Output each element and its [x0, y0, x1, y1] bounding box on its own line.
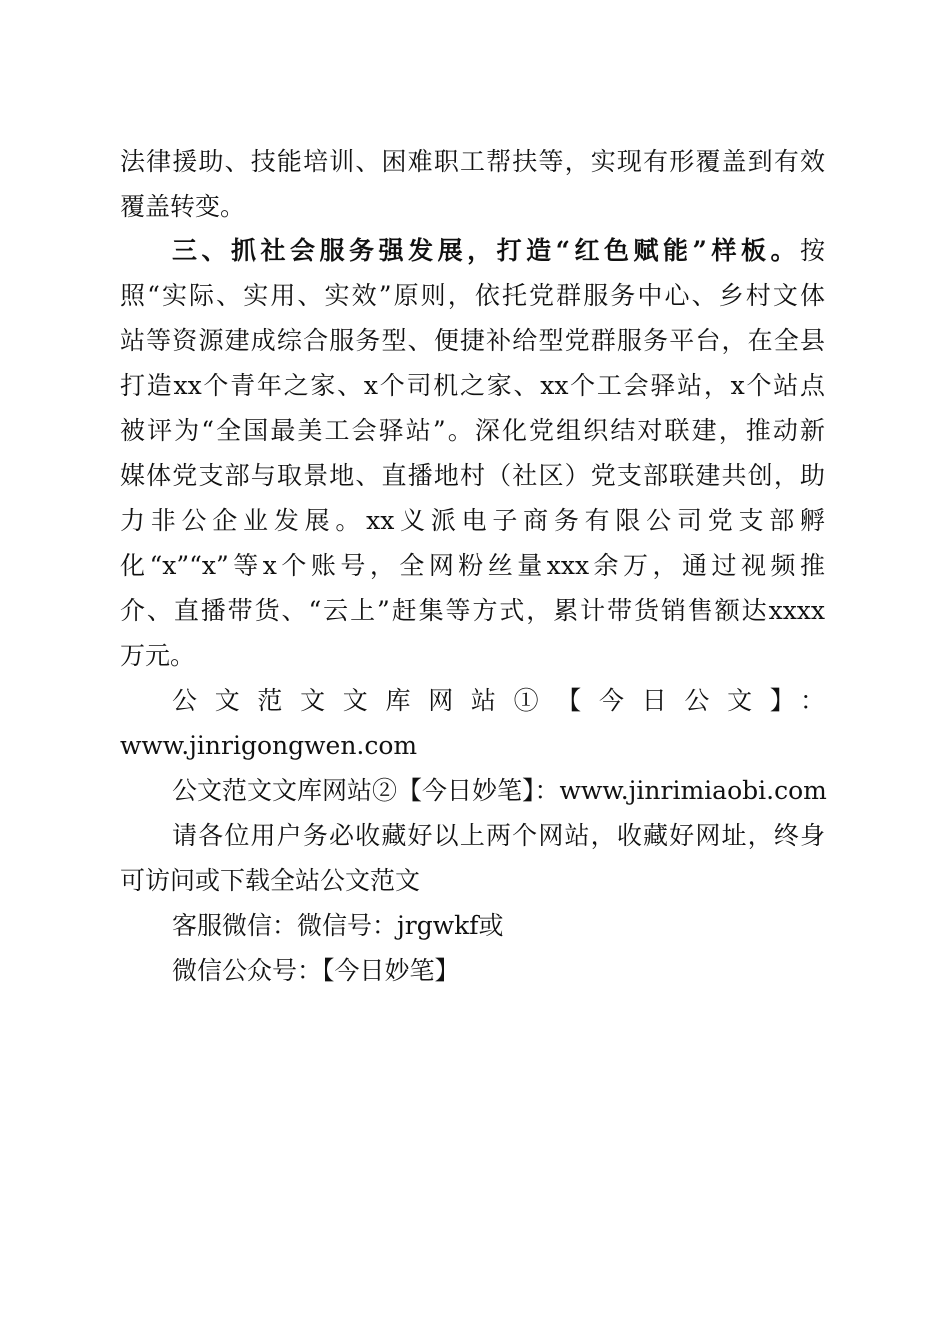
notice-line-1: 请各位用户务必收藏好以上两个网站，收藏好网址，终身 [172, 821, 825, 850]
paragraph-2-line-3: 站等资源建成综合服务型、便捷补给型党群服务平台，在全县 [120, 326, 825, 355]
paragraph-2-line-6: 媒体党支部与取景地、直播地村（社区）党支部联建共创，助 [120, 461, 825, 490]
service-wechat-line: 客服微信：微信号：jrgwkf或 [172, 911, 504, 940]
notice-line-2: 可访问或下载全站公文范文 [120, 866, 421, 895]
paragraph-2-line-2: 照“实际、实用、实效”原则，依托党群服务中心、乡村文体 [120, 281, 825, 310]
official-account-line: 微信公众号：【今日妙笔】 [172, 956, 460, 985]
paragraph-2-line-5: 被评为“全国最美工会驿站”。深化党组织结对联建，推动新 [120, 416, 825, 445]
website-2-line: 公文范文文库网站②【今日妙笔】：www.jinrimiaobi.com [172, 776, 827, 805]
paragraph-2-line-4: 打造xx个青年之家、x个司机之家、xx个工会驿站，x个站点 [120, 371, 825, 400]
website-1-url: www.jinrigongwen.com [120, 731, 418, 760]
paragraph-2-first-line [172, 229, 825, 273]
paragraph-1-line-2: 覆盖转变。 [120, 192, 246, 221]
section-heading: 三、抓社会服务强发展，打造“红色赋能”样板。 [172, 236, 800, 265]
paragraph-2-line-10: 万元。 [120, 641, 196, 670]
paragraph-2-line-9: 介、直播带货、“云上”赶集等方式，累计带货销售额达xxxx [120, 596, 825, 625]
website-1-line-1: 公文范文文库网站①【今日公文】： [172, 686, 825, 715]
paragraph-1-line-1: 法律援助、技能培训、困难职工帮扶等，实现有形覆盖到有效 [120, 147, 825, 176]
paragraph-2-line-7: 力非公企业发展。xx义派电子商务有限公司党支部孵 [120, 506, 825, 535]
section-heading-continuation: 按 [799, 236, 825, 265]
paragraph-2-line-8: 化“x”“x”等x个账号，全网粉丝量xxx余万，通过视频推 [120, 551, 825, 580]
